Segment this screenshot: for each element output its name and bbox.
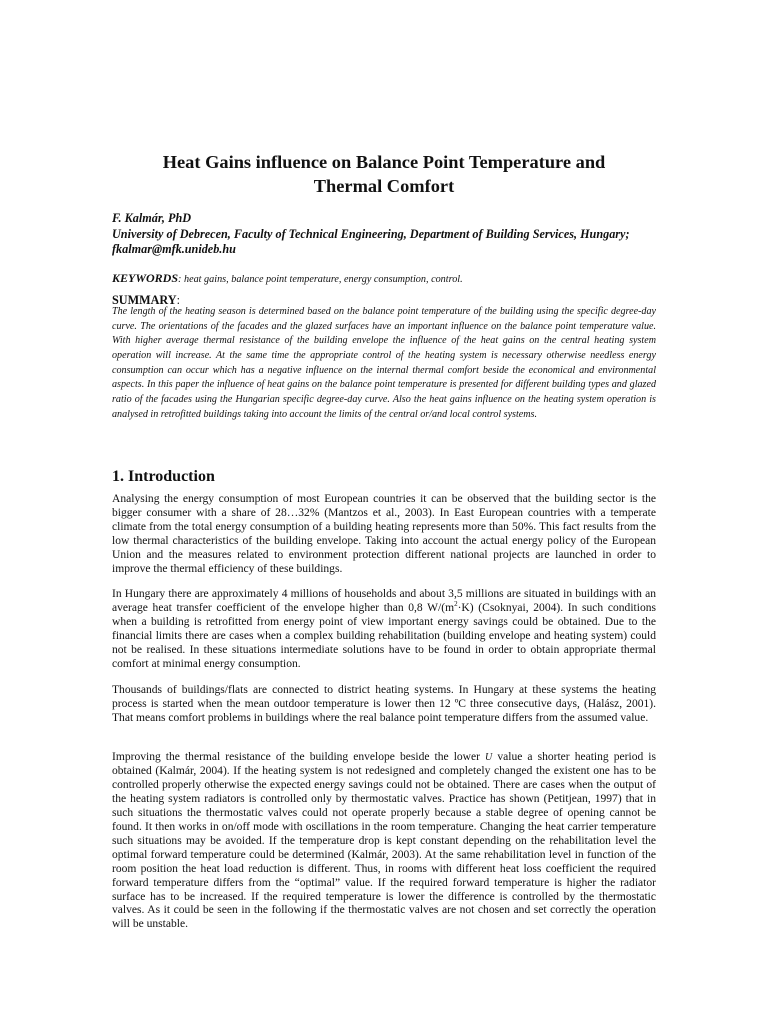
paragraph-3: Thousands of buildings/flats are connected to district heating systems. In Hungary at these systems the heating process is started when the mean outdoor temperature is lower then 12 ºC three consecutive days, (Halász, 2001). That means comfort problems in buildings where the real balance point temperature differs from the assumed value. xyxy=(112,684,656,724)
superscript-2: 2 xyxy=(454,600,458,609)
keywords-line xyxy=(112,271,672,287)
keywords-label: KEYWORDS xyxy=(112,271,179,285)
summary-text: The length of the heating season is determined based on the balance point temperature of the building using the specific degree-day curve. The orientations of the facades and the glazed surfaces have an important influence on the balance point temperature value. With higher average thermal resistance of the building envelope the influence of the heat gains on the central heating system operation will increase. At the same time the appropriate control of the heating system is necessary otherwise needless energy consumption can occur which has a negative influence on the internal thermal comfort beside the economical and environmental aspects. In this paper the influence of heat gains on the balance point temperature is presented for different building types and glazed ratio of the facades using the Hungarian specific degree-day curve. Also the heat gains influence on the heating system operation is analysed in retrofitted buildings taking into account the limits of the central or/and local control systems. xyxy=(112,306,656,420)
paragraph-2 xyxy=(112,588,656,672)
section-heading-introduction: 1. Introduction xyxy=(112,468,215,485)
paragraph-2-part-b: ·K) (Csoknyai, 2004). In such conditions when a building is retrofitted from energy point of view important energy savings could be obtained. Due to the financial limits there are cases when a complex building rehabilitation (building envelope and heating system) could not be realised. In these situations intermediate solutions have to be found in order to obtain appropriate thermal comfort at minimal energy consumption. xyxy=(112,601,656,670)
summary-colon: : xyxy=(176,293,180,307)
paragraph-4 xyxy=(112,751,656,932)
keywords-text: : heat gains, balance point temperature, energy consumption, control. xyxy=(178,274,463,285)
paragraph-4-part-b: value a shorter heating period is obtained (Kalmár, 2004). If the heating system is not redesigned and completely changed the existent one has to be controlled properly otherwise the expected energy savings could not be obtained. There are cases when the output of the heating system radiators is controlled only by thermostatic valves. Practice has shown (Petitjean, 1997) that in such situations the thermostatic valves could not operate properly because a stable degree of opening cannot be found. It then works in on/off mode with oscillations in the room temperature. Changing the heat carrier temperature such situations may be avoided. If the temperature drop is kept constant depending on the rehabilitation level the optimal forward temperature could be determined (Kalmár, 2003). At the same rehabilitation level in function of the room position the heat load reduction is different. Thus, in rooms with different heat loss coefficient the required forward temperature differs from the “optimal” value. If the required forward temperature is higher the radiator surface has to be increased. If the required temperature is lower the difference is controlled by the thermostatic valves. As it could be seen in the following if the thermostatic valves are not chosen and set correctly the operation will be unstable. xyxy=(112,751,656,931)
author-affiliation: University of Debrecen, Faculty of Technical Engineering, Department of Building Services, Hungary; xyxy=(112,226,630,241)
paragraph-4-part-a: Improving the thermal resistance of the building envelope beside the lower xyxy=(112,751,486,763)
title-line-1: Heat Gains influence on Balance Point Temperature and xyxy=(162,152,606,172)
paragraph-2-part-a: In Hungary there are approximately 4 millions of households and about 3,5 millions are situated in buildings with an average heat transfer coefficient of the envelope higher than 0,8 W/(m xyxy=(112,588,656,614)
u-value-symbol: U xyxy=(485,752,493,763)
title-line-2: Thermal Comfort xyxy=(313,176,455,196)
author-email: fkalmar@mfk.unideb.hu xyxy=(112,242,236,257)
author-block xyxy=(112,211,672,258)
paragraph-1: Analysing the energy consumption of most European countries it can be observed that the building sector is the bigger consumer with a share of 28…32% (Mantzos et al., 2003). In East European countries with a temperate climate from the total energy consumption of a building heating represents more than 50%. This fact results from the low thermal characteristics of the building envelope. Taking into account the actual energy policy of the European Union and the measures related to environment protection different national projects are launched in order to improve the thermal efficiency of these buildings. xyxy=(112,493,656,575)
paper-title xyxy=(112,150,656,198)
summary-label: SUMMARY xyxy=(112,293,177,307)
author-name: F. Kalmár, PhD xyxy=(112,211,192,225)
